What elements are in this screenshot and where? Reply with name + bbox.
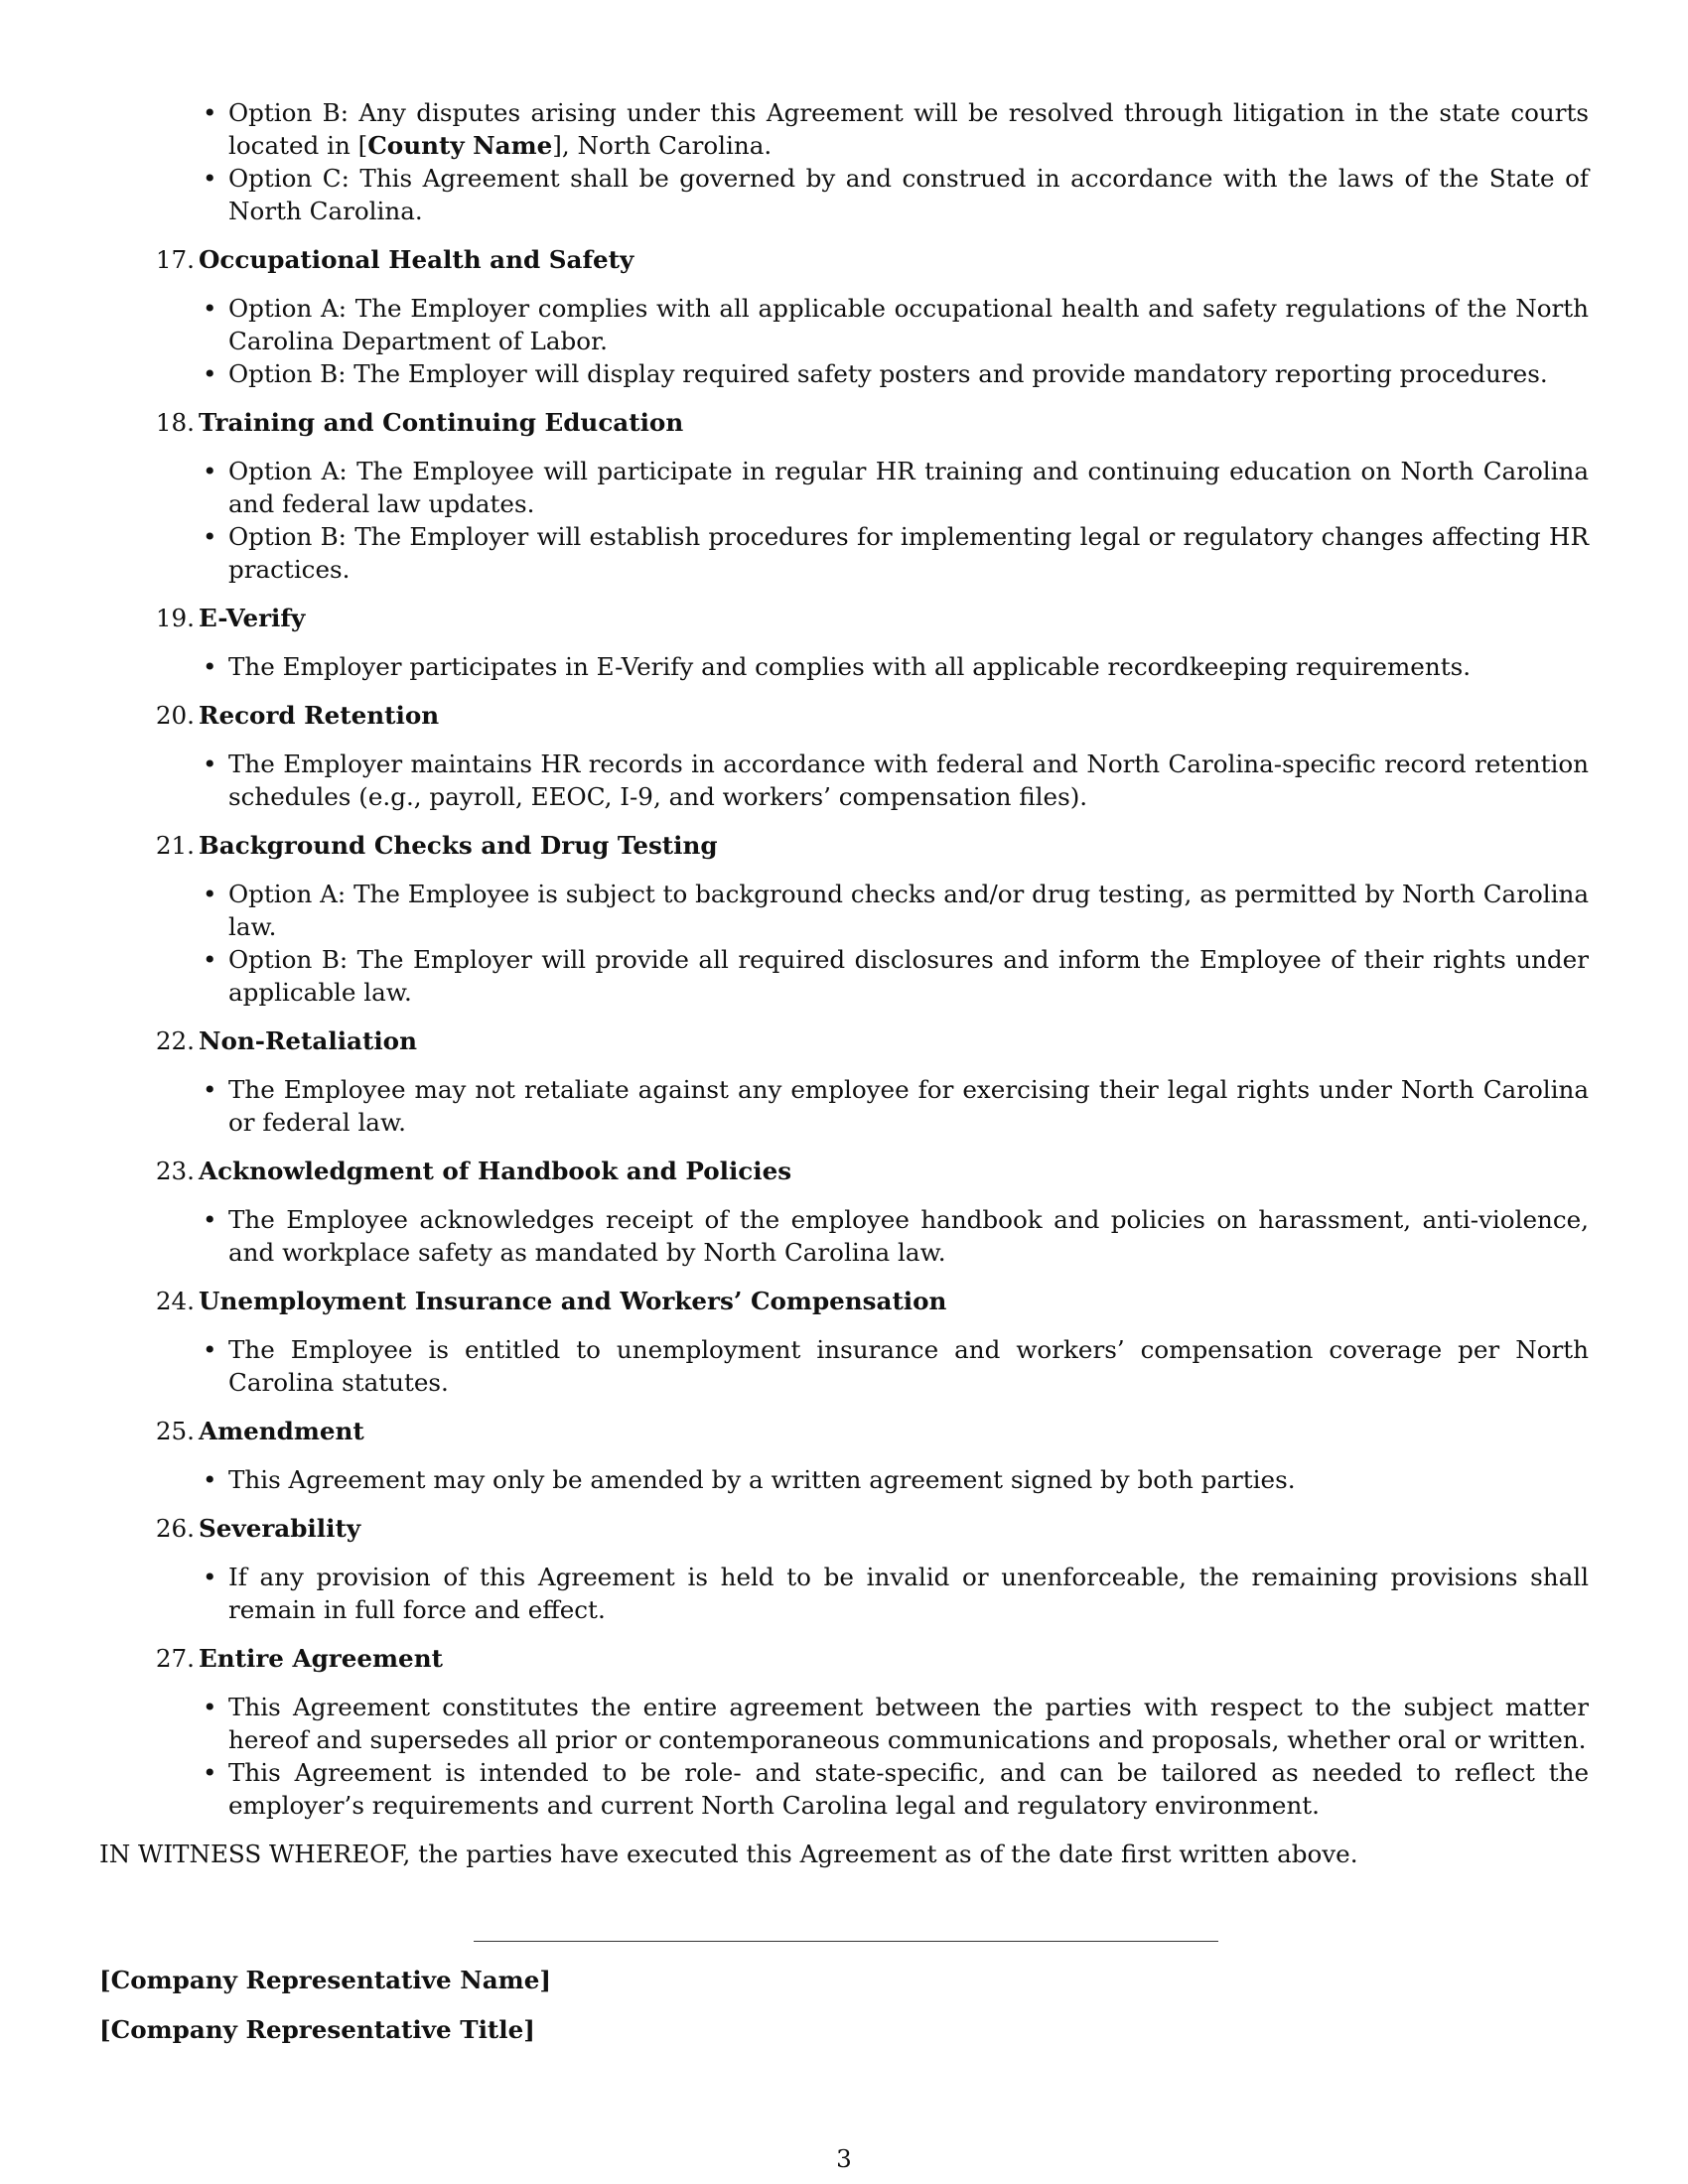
section-heading [99, 1415, 1589, 1447]
item-text: Option C: This Agreement shall be governed by and construed in accordance with the laws of the State of North Carolina. [228, 164, 1589, 225]
section-list [99, 243, 1589, 1822]
witness-statement: IN WITNESS WHEREOF, the parties have executed this Agreement as of the date first written above. [99, 1840, 1358, 1868]
section-heading [99, 1155, 1589, 1187]
section-bullets [99, 292, 1589, 390]
section-heading [99, 1024, 1589, 1057]
section-23 [99, 1155, 1589, 1269]
section-heading [99, 829, 1589, 862]
section-17 [99, 243, 1589, 390]
section-bullets [99, 748, 1589, 813]
section-number: 17. [155, 245, 195, 274]
section-22 [99, 1024, 1589, 1139]
section-number: 19. [155, 604, 195, 632]
section-heading [99, 1512, 1589, 1545]
bullet-item: • If any provision of this Agreement is held to be invalid or unenforceable, the remaining provisions shall remain in full force and effect. [228, 1561, 1589, 1626]
item-text: Option B: Any disputes arising under this Agreement will be resolved through litigation in the state courts located in [ [228, 98, 1589, 160]
section-number: 22. [155, 1026, 195, 1055]
bullet-item: • The Employee acknowledges receipt of the employee handbook and policies on harassment, anti-violence, and workplace safety as mandated by North Carolina law. [228, 1203, 1589, 1269]
section-21 [99, 829, 1589, 1009]
section-title: Non-Retaliation [199, 1026, 417, 1055]
section-title: Training and Continuing Education [199, 408, 684, 437]
section-title: Entire Agreement [199, 1644, 443, 1673]
bullet-item: • The Employer participates in E-Verify and complies with all applicable recordkeeping requirements. [228, 650, 1589, 683]
continuation-item [228, 96, 1589, 162]
section-title: Background Checks and Drug Testing [199, 831, 718, 860]
section-bullets [99, 1073, 1589, 1139]
section-19 [99, 602, 1589, 683]
item-text: ], North Carolina. [552, 131, 773, 160]
section-bullets [99, 878, 1589, 1009]
section-heading [99, 243, 1589, 276]
item-bold-text: County Name [367, 131, 553, 160]
section-number: 25. [155, 1417, 195, 1445]
section-heading [99, 1285, 1589, 1317]
bullet-item: • This Agreement constitutes the entire agreement between the parties with respect to the subject matter hereof and supersedes all prior or contemporaneous communications and proposals, whether oral or written. [228, 1691, 1589, 1756]
bullet-item: • Option A: The Employee is subject to background checks and/or drug testing, as permitted by North Carolina law. [228, 878, 1589, 943]
section-number: 18. [155, 408, 195, 437]
section-20 [99, 699, 1589, 813]
section-heading [99, 406, 1589, 439]
bullet-item: • This Agreement is intended to be role- and state-specific, and can be tailored as needed to reflect the employer’s requirements and current North Carolina legal and regulatory environment. [228, 1756, 1589, 1822]
section-title: Occupational Health and Safety [199, 245, 634, 274]
section-26 [99, 1512, 1589, 1626]
continuation-list [99, 96, 1589, 227]
bullet-item: • Option B: The Employer will establish procedures for implementing legal or regulatory changes affecting HR practices. [228, 520, 1589, 586]
representative-name: [Company Representative Name] [99, 1966, 551, 1994]
bullet-item: • The Employee is entitled to unemployment insurance and workers’ compensation coverage per North Carolina statutes. [228, 1333, 1589, 1399]
section-bullets [99, 650, 1589, 683]
section-number: 27. [155, 1644, 195, 1673]
section-bullets [99, 1561, 1589, 1626]
signature-line [474, 1941, 1218, 1942]
bullet-item: • Option A: The Employee will participate in regular HR training and continuing education on North Carolina and federal law updates. [228, 455, 1589, 520]
section-number: 24. [155, 1287, 195, 1315]
section-title: Amendment [199, 1417, 364, 1445]
section-bullets [99, 1691, 1589, 1822]
section-18 [99, 406, 1589, 586]
section-number: 23. [155, 1157, 195, 1185]
section-bullets [99, 1203, 1589, 1269]
bullet-item: • This Agreement may only be amended by a written agreement signed by both parties. [228, 1463, 1589, 1496]
section-bullets [99, 1463, 1589, 1496]
page-number: 3 [836, 2144, 852, 2173]
section-25 [99, 1415, 1589, 1496]
section-heading [99, 699, 1589, 732]
section-heading [99, 602, 1589, 634]
continuation-item [228, 162, 1589, 227]
section-bullets [99, 455, 1589, 586]
bullet-item: • Option B: The Employer will display required safety posters and provide mandatory reporting procedures. [228, 357, 1589, 390]
section-title: Unemployment Insurance and Workers’ Compensation [199, 1287, 947, 1315]
section-title: Severability [199, 1514, 361, 1543]
bullet-item: • The Employee may not retaliate against any employee for exercising their legal rights under North Carolina or federal law. [228, 1073, 1589, 1139]
representative-title: [Company Representative Title] [99, 2015, 535, 2044]
section-title: Record Retention [199, 701, 440, 730]
section-number: 20. [155, 701, 195, 730]
section-title: E-Verify [199, 604, 306, 632]
section-heading [99, 1642, 1589, 1675]
section-title: Acknowledgment of Handbook and Policies [199, 1157, 792, 1185]
document-body [99, 96, 1589, 1870]
section-number: 26. [155, 1514, 195, 1543]
section-number: 21. [155, 831, 195, 860]
bullet-item: • Option A: The Employer complies with all applicable occupational health and safety regulations of the North Carolina Department of Labor. [228, 292, 1589, 357]
bullet-item: • The Employer maintains HR records in accordance with federal and North Carolina-specific record retention schedules (e.g., payroll, EEOC, I-9, and workers’ compensation files). [228, 748, 1589, 813]
bullet-item: • Option B: The Employer will provide all required disclosures and inform the Employee of their rights under applicable law. [228, 943, 1589, 1009]
section-27 [99, 1642, 1589, 1822]
section-bullets [99, 1333, 1589, 1399]
section-24 [99, 1285, 1589, 1399]
